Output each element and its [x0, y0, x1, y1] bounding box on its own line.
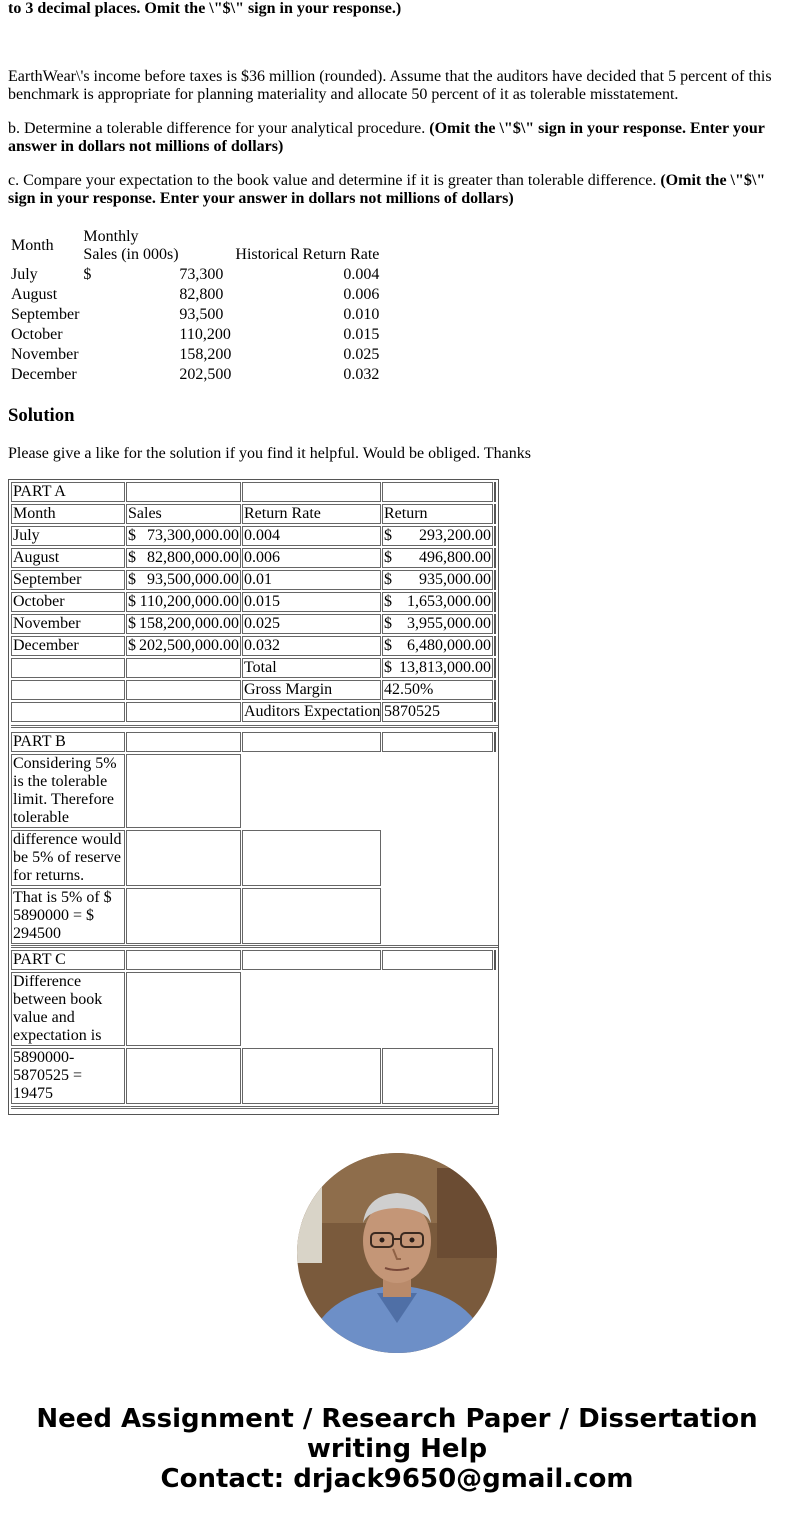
table-row [10, 366, 380, 384]
part-c-instruction: (Omit the \"$\" sign in your response. Enter your answer in dollars not millions of dollars) [8, 172, 766, 207]
month-cell: August [11, 548, 125, 568]
part-b-text-1: Considering 5% is the tolerable limit. Therefore tolerable [11, 754, 125, 828]
currency-cell: $ [83, 266, 92, 283]
col-header-month: Month [11, 504, 125, 524]
sales-cell: 158,200 [179, 346, 232, 363]
part-a-label: PART A [11, 482, 125, 502]
rate-cell: 0.006 [242, 548, 381, 568]
rate-cell: 0.025 [242, 614, 381, 634]
total-value: $ 13,813,000.00 [384, 659, 491, 676]
return-cell: $ 6,480,000.00 [384, 637, 491, 654]
total-label: Total [242, 658, 381, 678]
table-row [10, 286, 380, 304]
solution-note: Please give a like for the solution if you find it helpful. Would be obliged. Thanks [8, 445, 531, 462]
gross-margin-label: Gross Margin [242, 680, 381, 700]
cta-line-2: writing Help [306, 1434, 488, 1464]
month-cell: November [11, 346, 79, 363]
rate-cell: 0.015 [343, 326, 380, 343]
part-b-text-3: That is 5% of $ 5890000 = $ 294500 [11, 888, 125, 944]
header-month: Month [11, 237, 54, 254]
solution-table [8, 479, 499, 1115]
col-header-return-rate: Return Rate [242, 504, 381, 524]
auditors-expectation-value: 5870525 [382, 702, 493, 722]
table-header-row [10, 228, 380, 264]
sales-cell: 93,500 [179, 306, 224, 323]
month-cell: November [11, 614, 125, 634]
part-b-text: b. Determine a tolerable difference for your analytical procedure. [8, 120, 430, 137]
return-cell: $ 935,000.00 [384, 571, 491, 588]
question-part-c [8, 172, 786, 208]
header-return-rate: Historical Return Rate [235, 246, 380, 263]
cta-line-1: Need Assignment / Research Paper / Dissertation [36, 1404, 758, 1434]
sales-data-table [8, 226, 382, 386]
sales-cell: 73,300 [179, 266, 224, 283]
month-cell: October [11, 592, 125, 612]
sales-cell: $ 202,500,000.00 [128, 637, 239, 654]
sales-cell: $ 82,800,000.00 [128, 549, 239, 566]
table-row [10, 326, 380, 344]
table-row [10, 346, 380, 364]
header-sales: Monthly Sales (in 000s) [83, 228, 179, 263]
sales-cell: $ 110,200,000.00 [128, 593, 239, 610]
author-photo-icon [297, 1153, 497, 1353]
cta-contact-email: Contact: drjack9650@gmail.com [160, 1464, 634, 1494]
return-cell: $ 496,800.00 [384, 549, 491, 566]
question-fragment: to 3 decimal places. Omit the \"$\" sign in your response.) [8, 0, 402, 17]
table-row [10, 306, 380, 324]
month-cell: July [11, 526, 125, 546]
gross-margin-value: 42.50% [382, 680, 493, 700]
rate-cell: 0.025 [343, 346, 380, 363]
sales-cell: $ 73,300,000.00 [128, 527, 239, 544]
rate-cell: 0.032 [242, 636, 381, 656]
sales-cell: 110,200 [179, 326, 231, 343]
return-cell: $ 293,200.00 [384, 527, 491, 544]
sales-cell: 202,500 [179, 366, 232, 383]
part-b-label: PART B [11, 732, 125, 752]
solution-heading: Solution [8, 405, 75, 426]
rate-cell: 0.004 [242, 526, 381, 546]
question-part-b [8, 120, 786, 156]
author-avatar [297, 1153, 497, 1353]
question-intro: EarthWear\'s income before taxes is $36 million (rounded). Assume that the auditors have decided that 5 percent of this benchmark is appropriate for planning materiality and allocate 50 percent of it as tolerable misstatement. [8, 68, 772, 103]
part-c-text-2: 5890000-5870525 = 19475 [11, 1048, 125, 1104]
col-header-sales: Sales [126, 504, 241, 524]
month-cell: September [11, 570, 125, 590]
month-cell: August [11, 286, 58, 303]
part-c-text: c. Compare your expectation to the book value and determine if it is greater than tolerable difference. [8, 172, 661, 189]
month-cell: December [11, 366, 77, 383]
auditors-expectation-label: Auditors Expectation [244, 703, 381, 720]
contact-banner [0, 1404, 794, 1494]
month-cell: July [11, 266, 38, 283]
part-c-text-1: Difference between book value and expectation is [11, 972, 125, 1046]
rate-cell: 0.01 [242, 570, 381, 590]
return-cell: $ 1,653,000.00 [384, 593, 491, 610]
rate-cell: 0.004 [343, 266, 380, 283]
sales-cell: $ 93,500,000.00 [128, 571, 239, 588]
part-b-text-2: difference would be 5% of reserve for returns. [11, 830, 125, 886]
part-b-instruction: (Omit the \"$\" sign in your response. Enter your answer in dollars not millions of dollars) [8, 120, 765, 155]
col-header-return: Return [382, 504, 493, 524]
month-cell: October [11, 326, 63, 343]
table-row [10, 266, 380, 284]
part-c-label: PART C [11, 950, 125, 970]
sales-cell: $ 158,200,000.00 [128, 615, 239, 632]
month-cell: September [11, 306, 80, 323]
rate-cell: 0.006 [343, 286, 380, 303]
month-cell: December [11, 636, 125, 656]
sales-cell: 82,800 [179, 286, 224, 303]
rate-cell: 0.032 [343, 366, 380, 383]
return-cell: $ 3,955,000.00 [384, 615, 491, 632]
rate-cell: 0.015 [242, 592, 381, 612]
rate-cell: 0.010 [343, 306, 380, 323]
